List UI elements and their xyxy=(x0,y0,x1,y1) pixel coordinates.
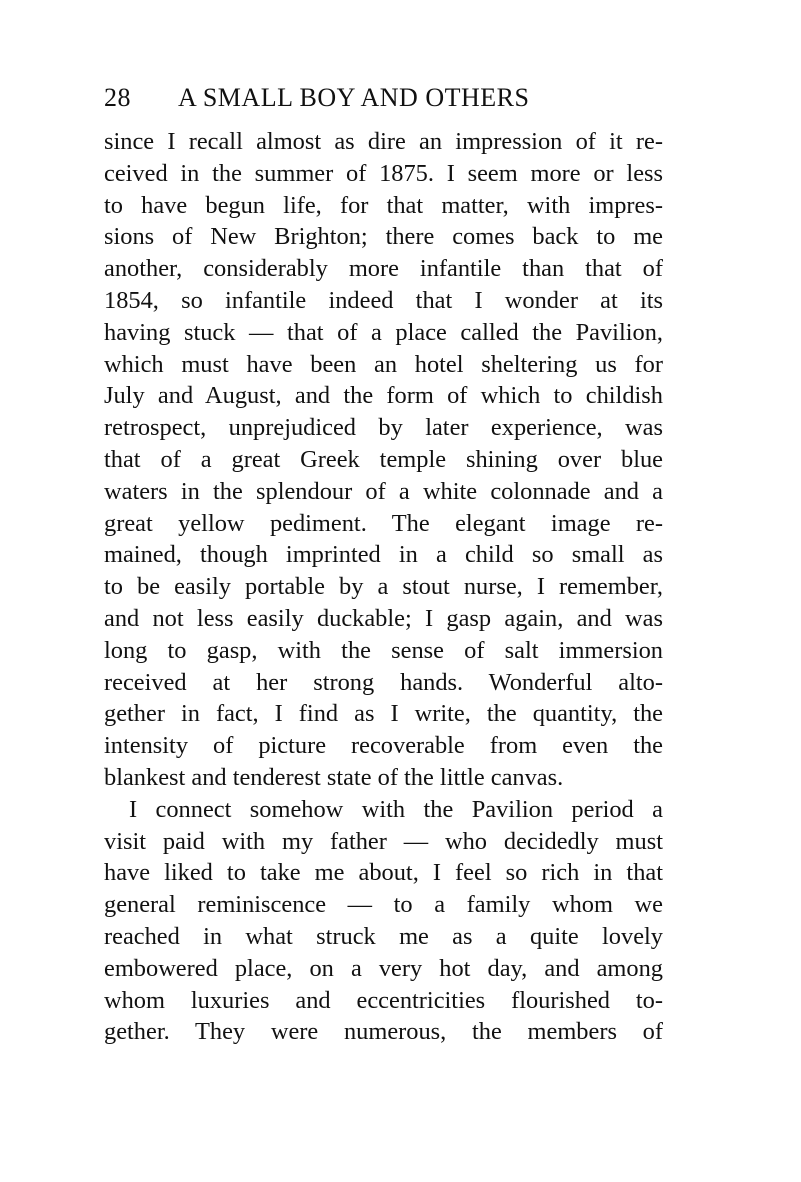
text-line: ceived in the summer of 1875. I seem more or less xyxy=(104,159,663,187)
text-line: whom luxuries and eccentricities flourished to- xyxy=(104,986,663,1014)
text-line: received at her strong hands. Wonderful alto- xyxy=(104,668,663,696)
page-number: 28 xyxy=(104,83,131,112)
text-line: another, considerably more infantile than that of xyxy=(104,255,663,283)
text-line: to have begun life, for that matter, with impres- xyxy=(104,191,663,219)
text-line: visit paid with my father — who decidedly must xyxy=(104,827,663,855)
paragraph-1 xyxy=(104,126,663,794)
text-line: reached in what struck me as a quite lovely xyxy=(104,922,663,950)
text-line: and not less easily duckable; I gasp again, and was xyxy=(104,604,663,632)
text-line: embowered place, on a very hot day, and among xyxy=(104,954,663,982)
text-line: blankest and tenderest state of the little canvas. xyxy=(104,763,564,791)
running-head xyxy=(104,80,664,116)
book-title: A SMALL BOY AND OTHERS xyxy=(178,83,530,112)
paragraph-2 xyxy=(104,794,663,1048)
text-line: retrospect, unprejudiced by later experience, was xyxy=(104,414,663,442)
text-line: I connect somehow with the Pavilion period a xyxy=(129,795,663,823)
text-line: long to gasp, with the sense of salt immersion xyxy=(104,636,663,664)
text-line: waters in the splendour of a white colonnade and a xyxy=(104,477,663,505)
text-line: gether in fact, I find as I write, the quantity, the xyxy=(104,700,663,728)
text-line: sions of New Brighton; there comes back to me xyxy=(104,223,663,251)
text-line: intensity of picture recoverable from even the xyxy=(104,732,663,760)
text-line: mained, though imprinted in a child so small as xyxy=(104,541,663,569)
text-line: having stuck — that of a place called the Pavilion, xyxy=(104,318,663,346)
body-text xyxy=(104,126,663,1048)
text-line: to be easily portable by a stout nurse, I remember, xyxy=(104,573,663,601)
text-line: 1854, so infantile indeed that I wonder at its xyxy=(104,286,663,314)
text-line: July and August, and the form of which to childish xyxy=(104,382,663,410)
text-line: which must have been an hotel sheltering us for xyxy=(104,350,663,378)
text-line: general reminiscence — to a family whom we xyxy=(104,891,663,919)
text-line: great yellow pediment. The elegant image re- xyxy=(104,509,663,537)
text-line: gether. They were numerous, the members of xyxy=(104,1018,663,1046)
text-line: that of a great Greek temple shining over blue xyxy=(104,445,663,473)
text-line: have liked to take me about, I feel so rich in that xyxy=(104,859,663,887)
text-line: since I recall almost as dire an impression of it re- xyxy=(104,128,663,155)
